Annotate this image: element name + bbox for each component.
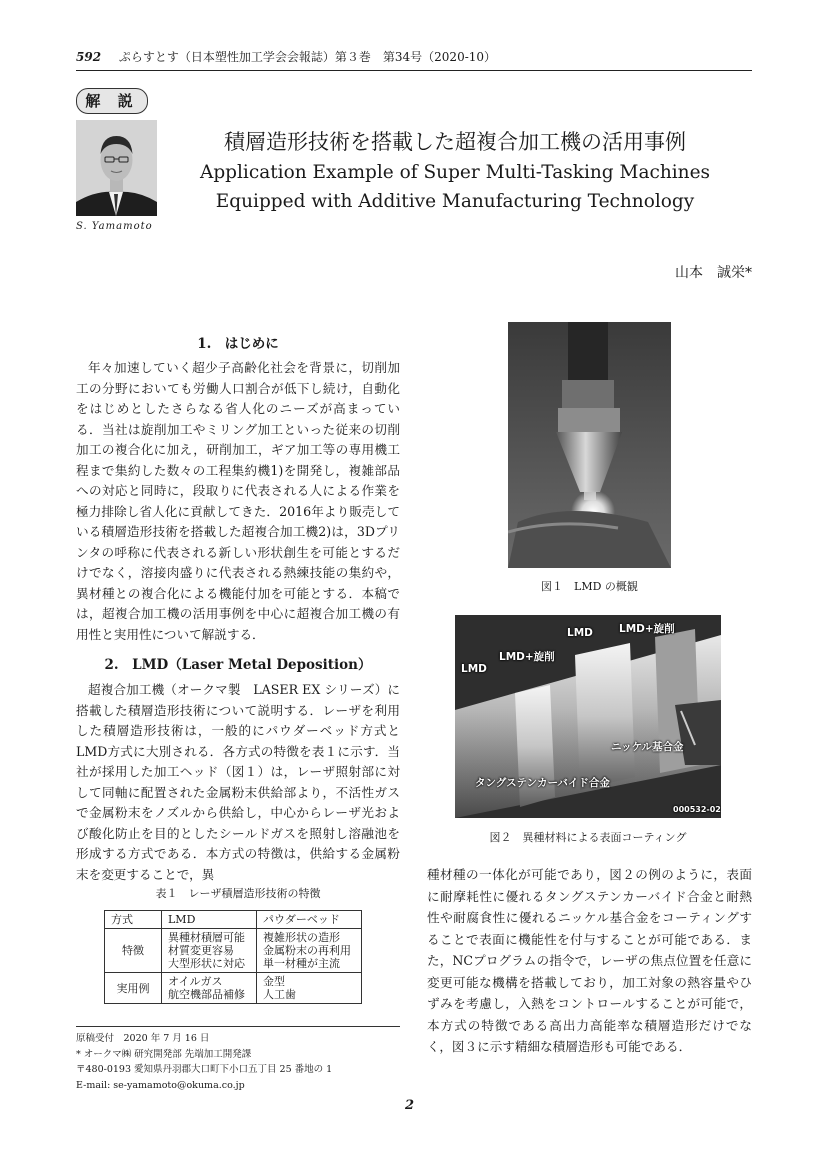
- title-japanese: 積層造形技術を搭載した超複合加工機の活用事例: [224, 130, 686, 154]
- fig2-label-lmd-turning-left: LMD+旋削: [499, 651, 555, 663]
- section-text-lmd: 超複合加工機（オークマ製 LASER EX シリーズ）に搭載した積層造形技術について説明する．レーザを利用した積層造形技術は，一般的にパウダーベッド方式とLMD方式に大別される．各方式の特徴を表１に示す．当社が採用した加工ヘッド（図１）は，レーザ照射部に対して同軸に配置された金属粉末供給部より，不活性ガスで金属粉末をノズルから供給し，中心からレーザ光および酸化防止を目的としたシールドガスを照射し溶融池を形成する方式である．本方式の特徴は，供給する金属粉末を変更することで，異: [76, 682, 400, 882]
- table-row: [105, 911, 362, 929]
- table-cell-line: 航空機部品補修: [168, 988, 245, 1001]
- table-row: [105, 973, 362, 1004]
- table-header-cell: パウダーベッド: [257, 911, 362, 929]
- figure2-image: [455, 615, 721, 818]
- fig2-label-lmd-mid: LMD: [567, 627, 593, 639]
- table-header-cell: LMD: [162, 911, 257, 929]
- footer-page-number: 2: [405, 1098, 415, 1113]
- article-type-badge: 解 説: [76, 88, 148, 114]
- running-header: [76, 48, 496, 65]
- author-photo-caption: S. Yamamoto: [76, 221, 153, 232]
- fig2-label-nickel: ニッケル基合金: [611, 741, 684, 753]
- footnote-affiliation: * オークマ㈱ 研究開発部 先端加工開発課: [76, 1048, 252, 1060]
- page-number: 592: [76, 50, 102, 64]
- table-cell: [257, 929, 362, 973]
- header-rule: [76, 70, 752, 71]
- table-cell-line: 人工歯: [263, 988, 296, 1001]
- fig2-image-code: 000532-02: [673, 805, 721, 814]
- table-cell-line: 材質変更容易: [168, 944, 234, 957]
- table-cell: [162, 929, 257, 973]
- fig2-label-lmd-left: LMD: [461, 663, 487, 675]
- table-header-cell: 方式: [105, 911, 162, 929]
- table-cell-line: 異種材積層可能: [168, 931, 245, 944]
- title-english-line1: Application Example of Super Multi-Tasking Machines: [199, 162, 711, 183]
- section-heading-lmd: 2. LMD（Laser Metal Deposition）: [104, 657, 372, 673]
- table-cell-line: オイルガス: [168, 975, 223, 988]
- title-english: [160, 158, 750, 216]
- figure1-caption: 図１ LMD の概観: [541, 580, 638, 593]
- table-cell: [162, 973, 257, 1004]
- figure2-caption: 図２ 異種材料による表面コーティング: [489, 831, 687, 844]
- table-cell-line: 複雑形状の造形: [263, 931, 340, 944]
- table-cell: [257, 973, 362, 1004]
- fig2-label-tungsten: タングステンカーバイド合金: [475, 777, 610, 789]
- table1-caption: 表１ レーザ積層造形技術の特徴: [155, 887, 321, 900]
- table-cell-line: 金型: [263, 975, 285, 988]
- footnote-rule: [76, 1026, 400, 1027]
- footnote-received: 原稿受付 2020 年 7 月 16 日: [76, 1033, 210, 1044]
- table-cell: 特徴: [105, 929, 162, 973]
- table-cell-line: 単一材種が主流: [263, 957, 340, 970]
- footnote-email: E-mail: se-yamamoto@okuma.co.jp: [76, 1079, 245, 1091]
- title-english-line2: Equipped with Additive Manufacturing Technology: [215, 191, 695, 212]
- table-cell: 実用例: [105, 973, 162, 1004]
- journal-title: ぷらすとす（日本塑性加工学会会報誌）第３巻 第34号（2020-10）: [118, 50, 497, 64]
- fig2-label-lmd-turning-right: LMD+旋削: [619, 623, 675, 635]
- table-row: [105, 929, 362, 973]
- table-cell-line: 金属粉末の再利用: [263, 944, 351, 957]
- author-photo: [76, 120, 157, 216]
- right-column-text: 種材種の一体化が可能であり，図２の例のように，表面に耐摩耗性に優れるタングステンカーバイド合金と耐熱性や耐腐食性に優れるニッケル基合金をコーティングすることで表面に機能性を付与することが可能である．また，NCプログラムの指令で，レーザの焦点位置を任意に変更可能な機構を搭載しており，加工対象の熱容量やひずみを考慮し，入熱をコントロールすることが可能で，本方式の特徴である高出力高能率な積層造形だけでなく，図３に示す精細な積層造形も可能である．: [427, 867, 752, 1054]
- table1: [104, 910, 362, 1004]
- footnotes: [76, 1031, 332, 1093]
- figure1-image: [508, 322, 671, 568]
- section-text-intro: 年々加速していく超少子高齢化社会を背景に，切削加工の分野においても労働人口割合が低下し続け，自動化をはじめとしたさらなる省人化のニーズが高まっている．当社は旋削加工やミリング加工といった従来の切削加工の複合化に加え，研削加工，ギア加工等の専用機工程まで集約した数々の工程集約機1)を開発し，複雑部品への対応と同時に，段取りに代表される人による作業を極力排除し省人化に貢献してきた．2016年より販売している積層造形技術を搭載した超複合加工機2)は，3Dプリンタの呼称に代表される新しい形状創生を可能とするだけでなく，溶接肉盛りに代表される熱練技能の集約や，異材種との複合化による機能付加を可能とする．本稿では，超複合加工機の活用事例を中心に超複合加工機の有用性と実用性について解説する．: [76, 360, 400, 642]
- author-name: 山本 誠栄*: [675, 265, 752, 281]
- table-cell-line: 大型形状に対応: [168, 957, 245, 970]
- footnote-address: 〒480-0193 愛知県丹羽郡大口町下小口五丁目 25 番地の 1: [76, 1064, 333, 1075]
- section-heading-intro: 1. はじめに: [197, 336, 279, 352]
